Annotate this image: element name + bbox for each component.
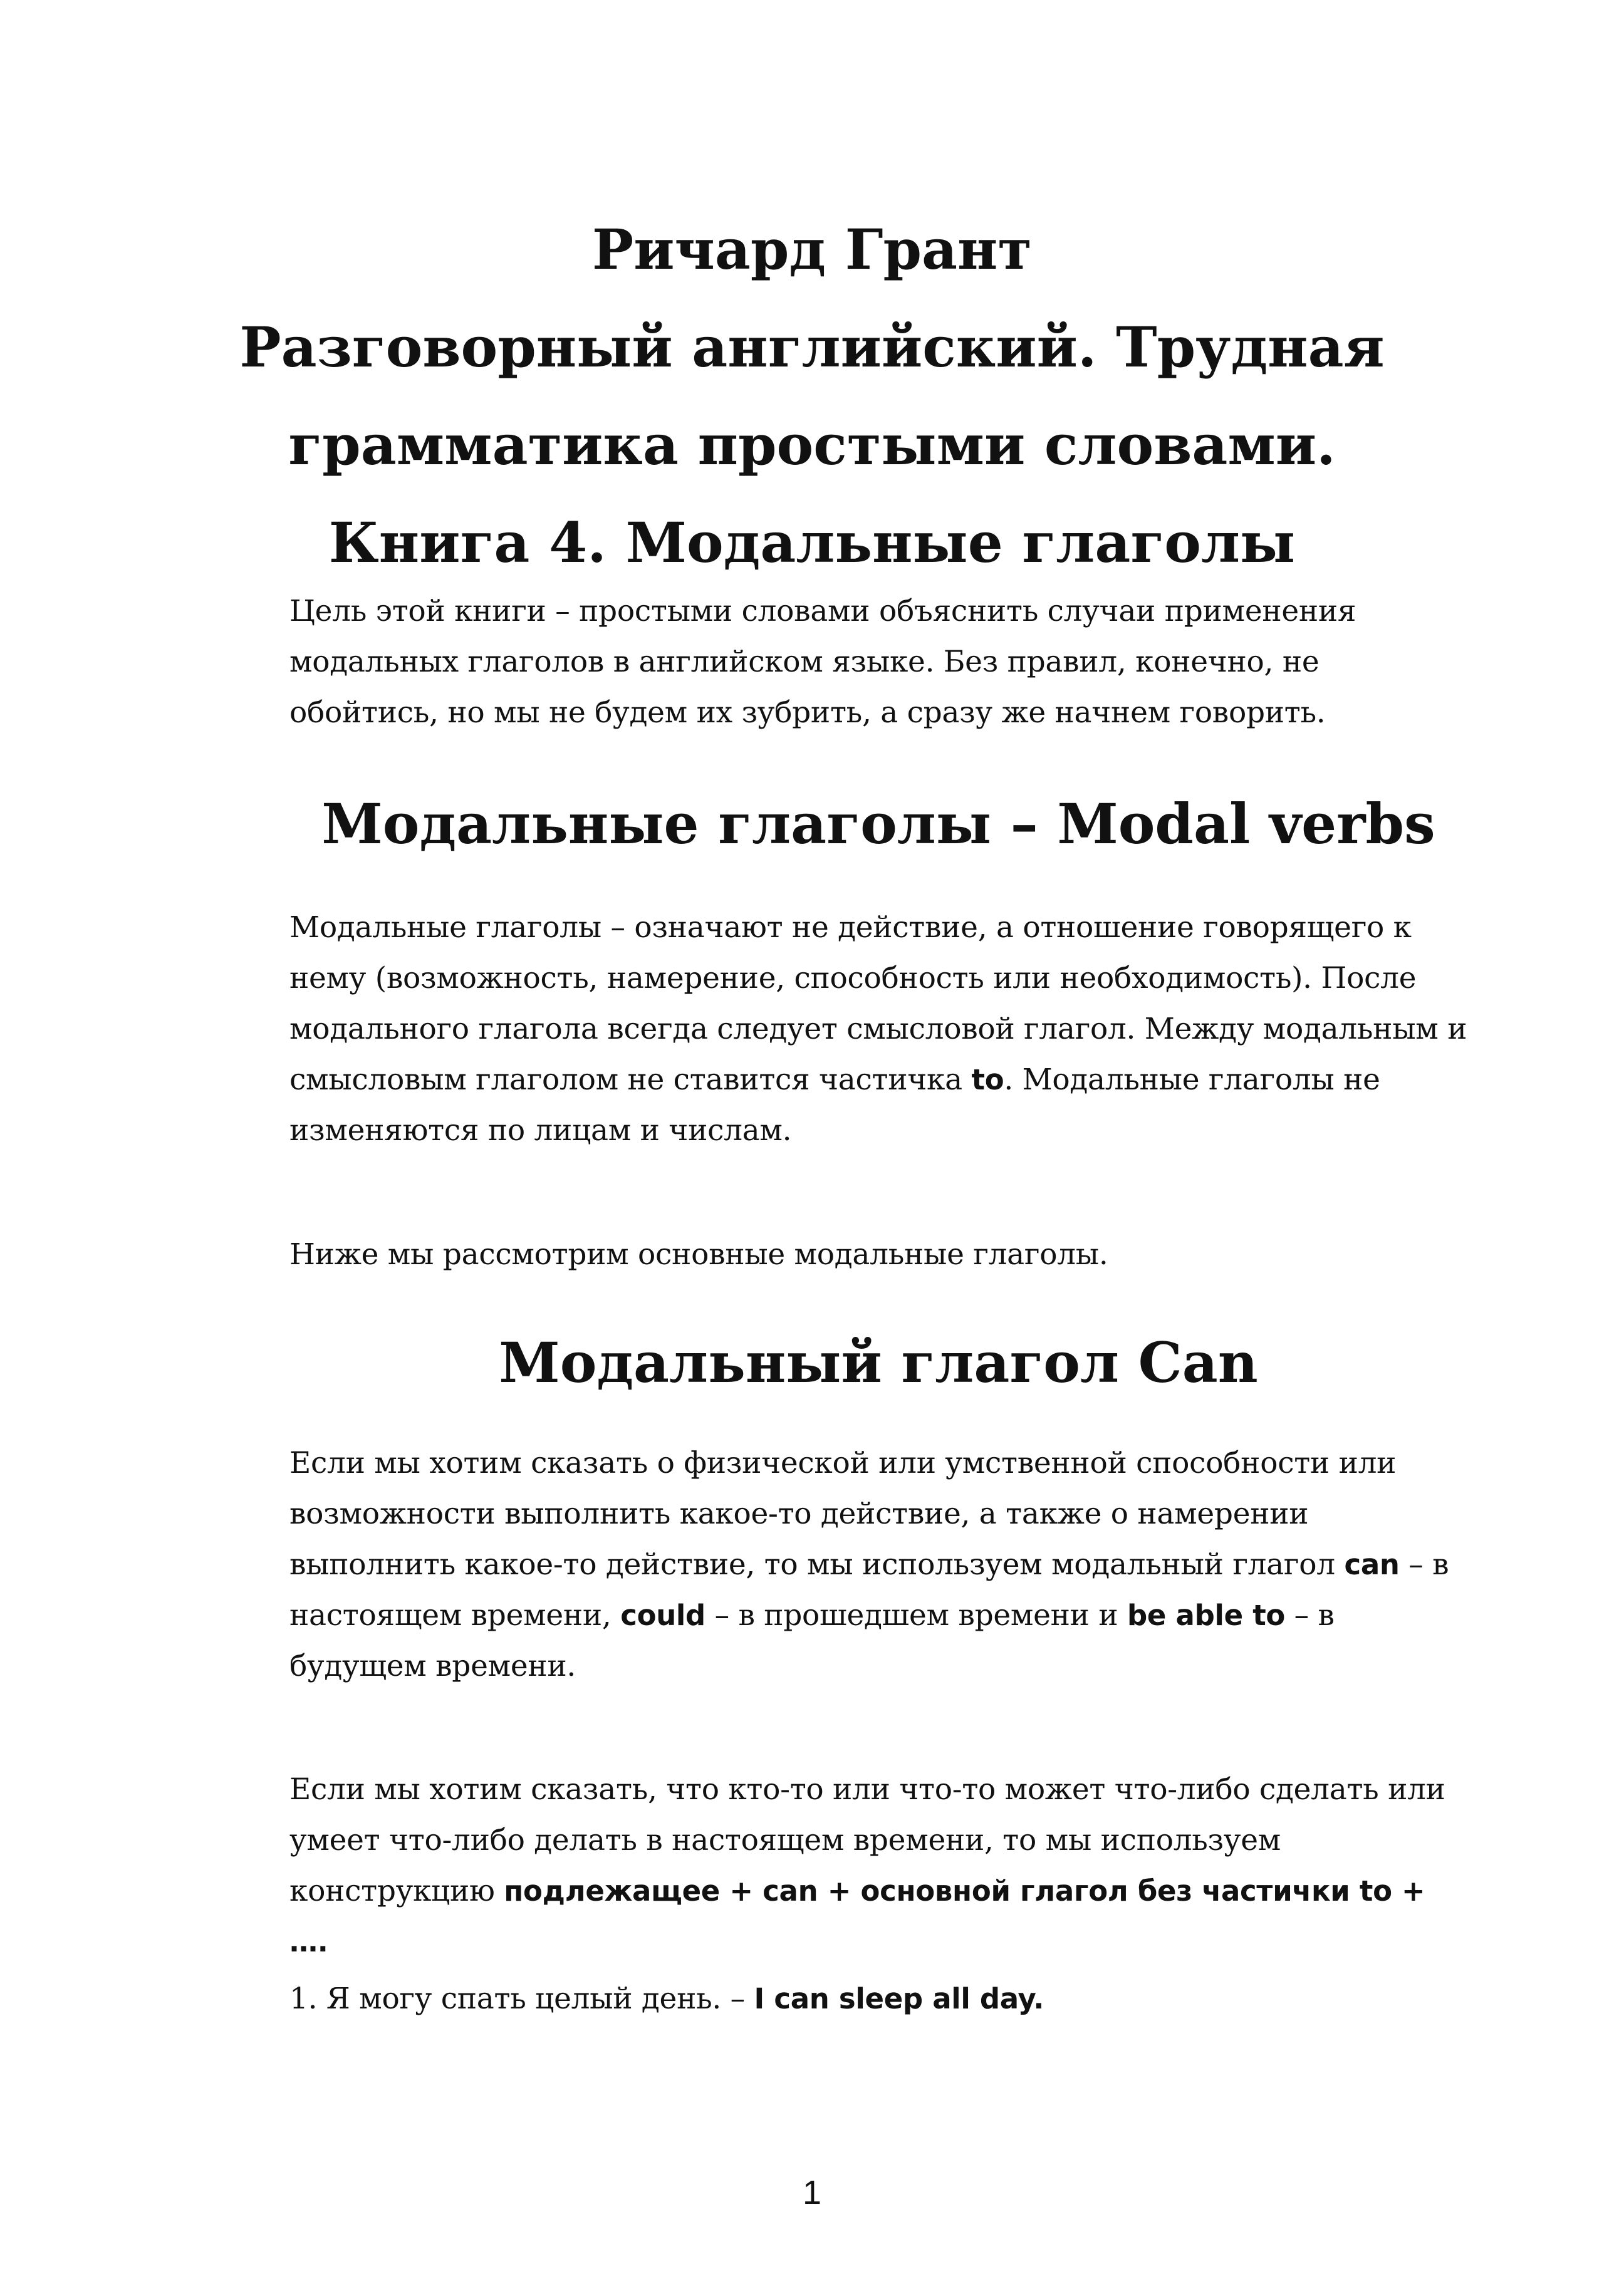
section-heading-modal-verbs: Модальные глаголы – Modal verbs (321, 791, 1435, 856)
modal-verbs-text-2: . Модальные глаголы не изменяются по лицам и числам. (289, 1062, 1380, 1148)
example-1-english: I can sleep all day. (754, 1982, 1044, 2015)
keyword-could: could (620, 1599, 705, 1632)
keyword-be-able-to: be able to (1127, 1599, 1286, 1632)
keyword-to: to (971, 1063, 1004, 1096)
can-text-1: Если мы хотим сказать о физической или умственной способности или возможности выполнить какое-то действие, а также о намерении выполнить какое-то действие, то мы используем модальный глагол (289, 1446, 1397, 1582)
title-line-3: грамматика простыми словами. (288, 412, 1336, 477)
title-line-4: Книга 4. Модальные глаголы (328, 510, 1296, 575)
title-line-2: Разговорный английский. Трудная (239, 314, 1385, 380)
can-usage-paragraph (289, 1438, 1467, 1691)
title-author: Ричард Грант (592, 217, 1032, 282)
book-title (125, 200, 1499, 591)
keyword-can: can (1344, 1548, 1400, 1581)
example-1 (289, 1973, 1467, 2024)
intro-paragraph: Цель этой книги – простыми словами объяснить случаи применения модальных глаголов в английском языке. Без правил, конечно, не обойтись, но мы не будем их зубрить, а сразу же начнем говорить. (289, 594, 1356, 730)
page-number: 1 (802, 2174, 822, 2211)
construction-text: Если мы хотим сказать, что кто-то или что-то может что-либо сделать или умеет что-либо делать в настоящем времени, то мы используем конструкцию (289, 1772, 1445, 1908)
can-construction-paragraph (289, 1764, 1467, 1967)
can-text-2: – в настоящем времени, (289, 1547, 1449, 1633)
can-text-3: – в прошедшем времени и (705, 1598, 1128, 1633)
construction-formula: подлежащее + can + основной глагол без частички to + …. (289, 1874, 1425, 1958)
example-1-russian: 1. Я могу спать целый день. – (289, 1982, 754, 2016)
modal-verbs-paragraph (289, 902, 1467, 1156)
modal-verbs-text-1: Модальные глаголы – означают не действие, а отношение говорящего к нему (возможность, намерение, способность или необходимость). После модального глагола всегда следует смысловой глагол. Между модальным и смысловым глаголом не ставится частичка (289, 910, 1467, 1097)
section-heading-can: Модальный глагол Can (499, 1330, 1258, 1395)
modal-verbs-overview-paragraph: Ниже мы рассмотрим основные модальные глаголы. (289, 1237, 1108, 1272)
can-text-4: – в будущем времени. (289, 1598, 1335, 1683)
